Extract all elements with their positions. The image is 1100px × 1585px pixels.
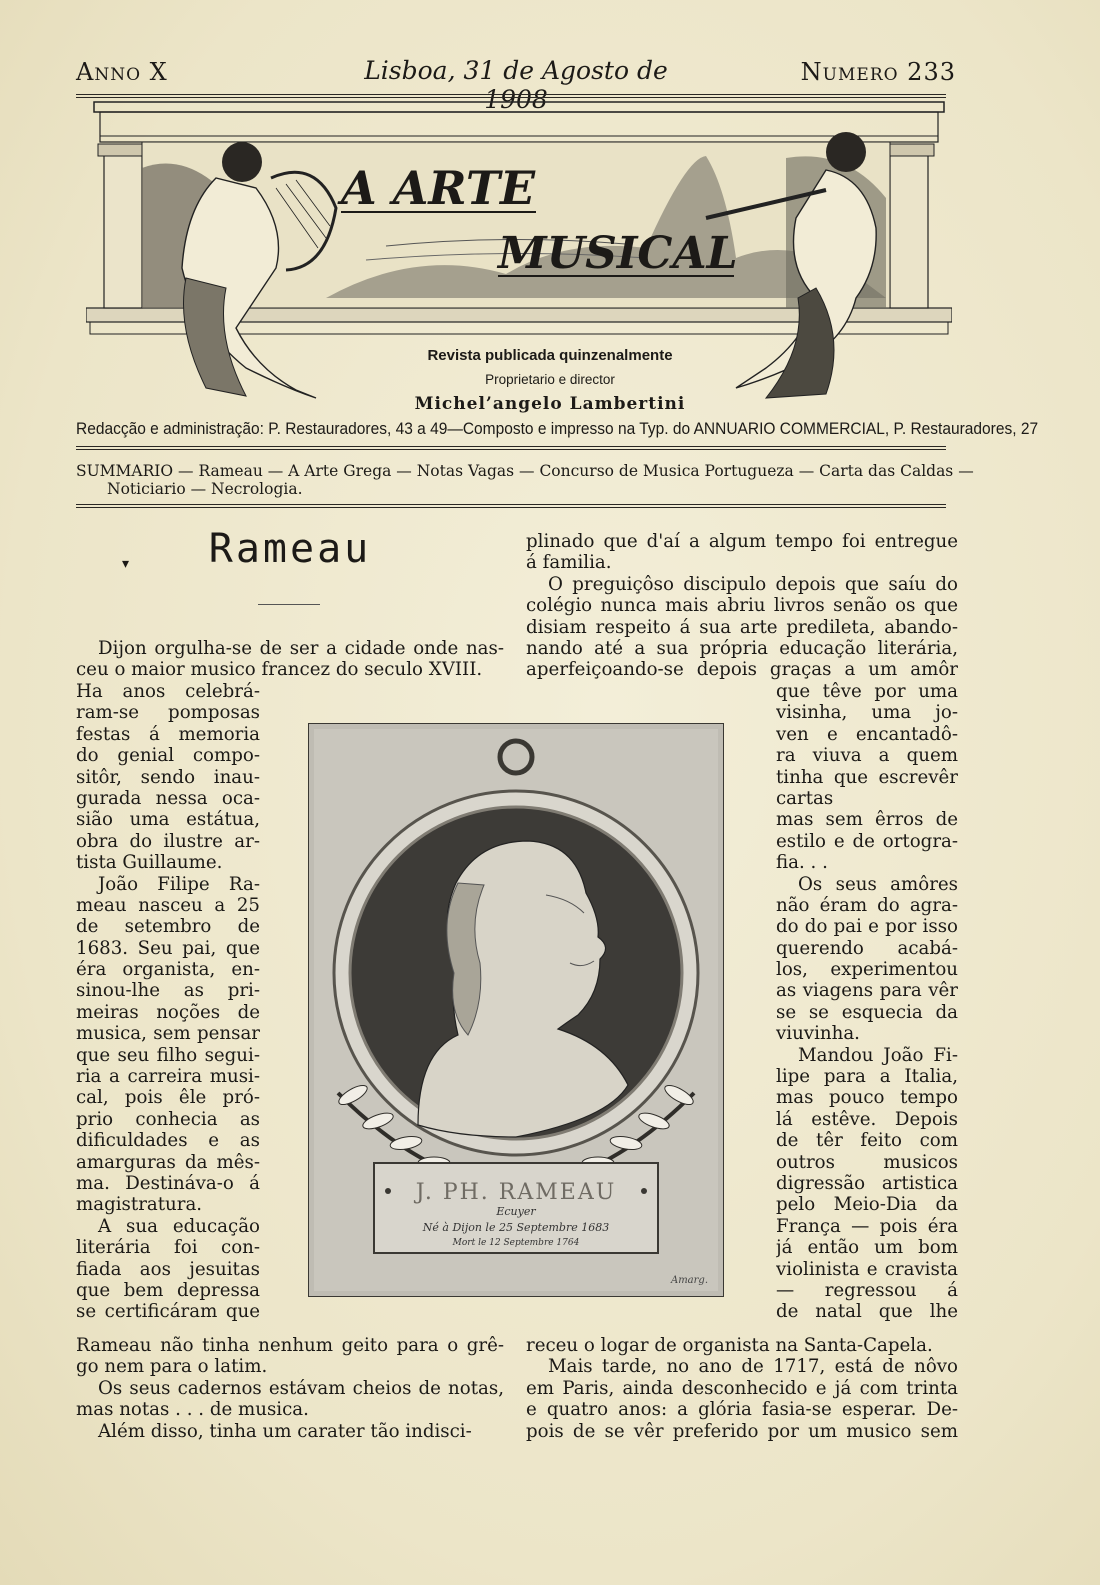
text-line: mas notas . . . de musica. bbox=[76, 1399, 309, 1421]
text-line: e quatro anos: a glória fasia-se esperar. De- bbox=[526, 1399, 958, 1421]
text-line: se se esquecia da bbox=[776, 1001, 958, 1023]
summary-line-1: SUMMARIO — Rameau — A Arte Grega — Notas Vagas — Concurso de Musica Portugueza — Carta das Caldas — bbox=[76, 462, 974, 480]
right-column-narrow bbox=[776, 681, 958, 1323]
left-column-top bbox=[76, 638, 504, 681]
summary-top-rule-2 bbox=[76, 449, 946, 450]
text-line: plinado que d'aí a algum tempo foi entregue bbox=[526, 531, 958, 552]
masthead-role: Proprietario e director bbox=[485, 372, 615, 387]
text-line: mas sem êrros de bbox=[776, 809, 958, 831]
left-column-bottom bbox=[76, 1335, 504, 1442]
text-line: ma. Destináva-o á bbox=[76, 1173, 260, 1194]
right-column-bottom bbox=[526, 1335, 958, 1442]
text-line: outros musicos bbox=[776, 1151, 958, 1173]
article-title: Rameau bbox=[208, 526, 372, 572]
text-line: do genial compo- bbox=[76, 745, 260, 767]
rameau-portrait bbox=[308, 723, 724, 1297]
text-line: musica, sem pensar bbox=[76, 1023, 260, 1045]
text-line: Mandou João Fi- bbox=[798, 1044, 958, 1066]
text-line: se certificáram que bbox=[76, 1301, 260, 1323]
stray-mark: ▾ bbox=[122, 556, 130, 572]
text-line: em Paris, ainda desconhecido e já com trinta bbox=[526, 1377, 958, 1399]
text-line: receu o logar de organista na Santa-Capela. bbox=[526, 1335, 933, 1356]
text-line: visinha, uma jo- bbox=[776, 702, 958, 724]
masthead-director: Michel’angelo Lambertini bbox=[414, 394, 686, 414]
text-line: que têve por uma bbox=[776, 681, 958, 702]
text-line: colégio nunca mais abriu livros senão os que bbox=[526, 595, 958, 617]
text-line: Ha anos celebrá- bbox=[76, 681, 260, 702]
text-line: Dijon orgulha-se de ser a cidade onde nas- bbox=[98, 638, 504, 659]
issue-number: Numero 233 bbox=[800, 58, 956, 86]
text-line: de setembro de bbox=[76, 916, 260, 938]
text-line: Os seus amôres bbox=[798, 873, 958, 895]
masthead-title-2: MUSICAL bbox=[498, 228, 738, 279]
summary bbox=[76, 462, 974, 498]
text-line: viuvinha. bbox=[776, 1023, 860, 1045]
text-line: sinou-lhe as pri- bbox=[76, 980, 260, 1002]
text-line: de têr feito com bbox=[776, 1130, 958, 1152]
text-line: pelo Meio-Dia da bbox=[776, 1194, 958, 1216]
text-line: Os seus cadernos estávam cheios de notas, bbox=[98, 1377, 504, 1399]
text-line: prio conhecia as bbox=[76, 1108, 260, 1130]
text-line: mas pouco tempo bbox=[776, 1087, 958, 1109]
text-line: O preguiçôso discipulo depois que saíu do bbox=[548, 573, 958, 595]
text-line: A sua educação bbox=[98, 1215, 260, 1237]
text-line: sião uma estátua, bbox=[76, 809, 260, 831]
plaque-born: Né à Dijon le 25 Septembre 1683 bbox=[422, 1221, 610, 1234]
text-line: do do pai e por isso bbox=[776, 916, 958, 938]
text-line: tinha que escrevêr bbox=[776, 766, 958, 788]
plaque-rank: Ecuyer bbox=[496, 1205, 536, 1218]
text-line: digressão artistica bbox=[776, 1173, 958, 1195]
text-line: amarguras da mês- bbox=[76, 1151, 260, 1173]
date-label: Lisboa, 31 de Agosto de 1908 bbox=[364, 56, 668, 114]
text-line: magistratura. bbox=[76, 1194, 203, 1216]
text-line: pois de se vêr preferido por um musico sem bbox=[526, 1420, 958, 1442]
text-line: dificuldades e as bbox=[76, 1130, 260, 1152]
text-line: Mais tarde, no ano de 1717, está de nôvo bbox=[548, 1356, 958, 1378]
volume-label: Anno X bbox=[76, 58, 168, 86]
text-line: gurada nessa oca- bbox=[76, 787, 260, 809]
plaque-name: J. PH. RAMEAU bbox=[415, 1180, 617, 1205]
text-line: já então um bom bbox=[776, 1237, 958, 1259]
dateline bbox=[76, 54, 956, 114]
text-line: de natal que lhe bbox=[776, 1301, 958, 1323]
text-line: ram-se pomposas bbox=[76, 702, 260, 724]
text-line: los, experimentou bbox=[776, 959, 958, 981]
summary-bottom-rule bbox=[76, 504, 946, 505]
summary-line-2: Noticiario — Necrologia. bbox=[107, 480, 303, 498]
text-line: lipe para a Italia, bbox=[776, 1066, 958, 1088]
text-line: ria a carreira musi- bbox=[76, 1066, 260, 1088]
text-line: estilo e de ortogra- bbox=[776, 830, 958, 852]
text-line: á familia. bbox=[526, 552, 612, 574]
text-line: que seu filho segui- bbox=[76, 1044, 260, 1066]
text-line: cal, pois êle pró- bbox=[76, 1087, 260, 1109]
plaque-died: Mort le 12 Septembre 1764 bbox=[452, 1238, 580, 1248]
text-line: as viagens para vêr bbox=[776, 980, 958, 1002]
redaccao-line: Redacção e administração: P. Restauradores, 43 a 49—Composto e impresso na Typ. do ANNUARIO COMMERCIAL, P. Restauradores, 27 bbox=[76, 420, 1039, 438]
text-line: ven e encantadô- bbox=[776, 723, 958, 745]
text-line: meiras noções de bbox=[76, 1001, 260, 1023]
text-line: fia. . . bbox=[776, 852, 828, 874]
top-rule bbox=[76, 94, 946, 95]
text-line: sitôr, sendo inau- bbox=[76, 766, 260, 788]
summary-bottom-rule-2 bbox=[76, 507, 946, 508]
title-divider bbox=[258, 604, 320, 605]
text-line: lá estêve. Depois bbox=[776, 1108, 958, 1130]
text-line: querendo acabá- bbox=[776, 937, 958, 959]
text-line: fiada aos jesuitas bbox=[76, 1258, 260, 1280]
text-line: aperfeiçoando-se depois graças a um amôr bbox=[526, 659, 958, 681]
text-line: que bem depressa bbox=[76, 1279, 260, 1301]
text-line: João Filipe Ra- bbox=[98, 873, 260, 895]
text-line: Rameau não tinha nenhum geito para o grê- bbox=[76, 1335, 504, 1356]
text-line: go nem para o latim. bbox=[76, 1356, 268, 1378]
text-line: disiam respeito á sua arte predileta, abando- bbox=[526, 616, 958, 638]
text-line: obra do ilustre ar- bbox=[76, 830, 260, 852]
text-line: ceu o maior musico francez do seculo XVIII. bbox=[76, 659, 483, 681]
text-line: França — pois éra bbox=[776, 1215, 958, 1237]
text-line: 1683. Seu pai, que bbox=[76, 937, 260, 959]
text-line: violinista e cravista bbox=[776, 1258, 958, 1280]
text-line: ra viuva a quem bbox=[776, 745, 958, 767]
left-column-narrow bbox=[76, 681, 260, 1323]
text-line: nando até a sua própria educação literária, bbox=[526, 637, 958, 659]
right-column-top bbox=[526, 531, 958, 681]
masthead-tagline: Revista publicada quinzenalmente bbox=[427, 347, 673, 364]
text-line: — regressou á bbox=[776, 1279, 958, 1301]
text-line: tista Guillaume. bbox=[76, 852, 223, 874]
text-line: éra organista, en- bbox=[76, 959, 260, 981]
text-line: meau nasceu a 25 bbox=[76, 894, 260, 916]
text-line: festas á memoria bbox=[76, 723, 260, 745]
masthead-title-1: A ARTE bbox=[341, 161, 536, 215]
text-line: Além disso, tinha um carater tão indisci- bbox=[98, 1420, 472, 1442]
engraver-signature: Amarg. bbox=[670, 1275, 708, 1286]
text-line: não éram do agra- bbox=[776, 894, 958, 916]
text-line: cartas bbox=[776, 787, 834, 809]
text-line: literária foi con- bbox=[76, 1237, 260, 1259]
summary-top-rule bbox=[76, 446, 946, 447]
